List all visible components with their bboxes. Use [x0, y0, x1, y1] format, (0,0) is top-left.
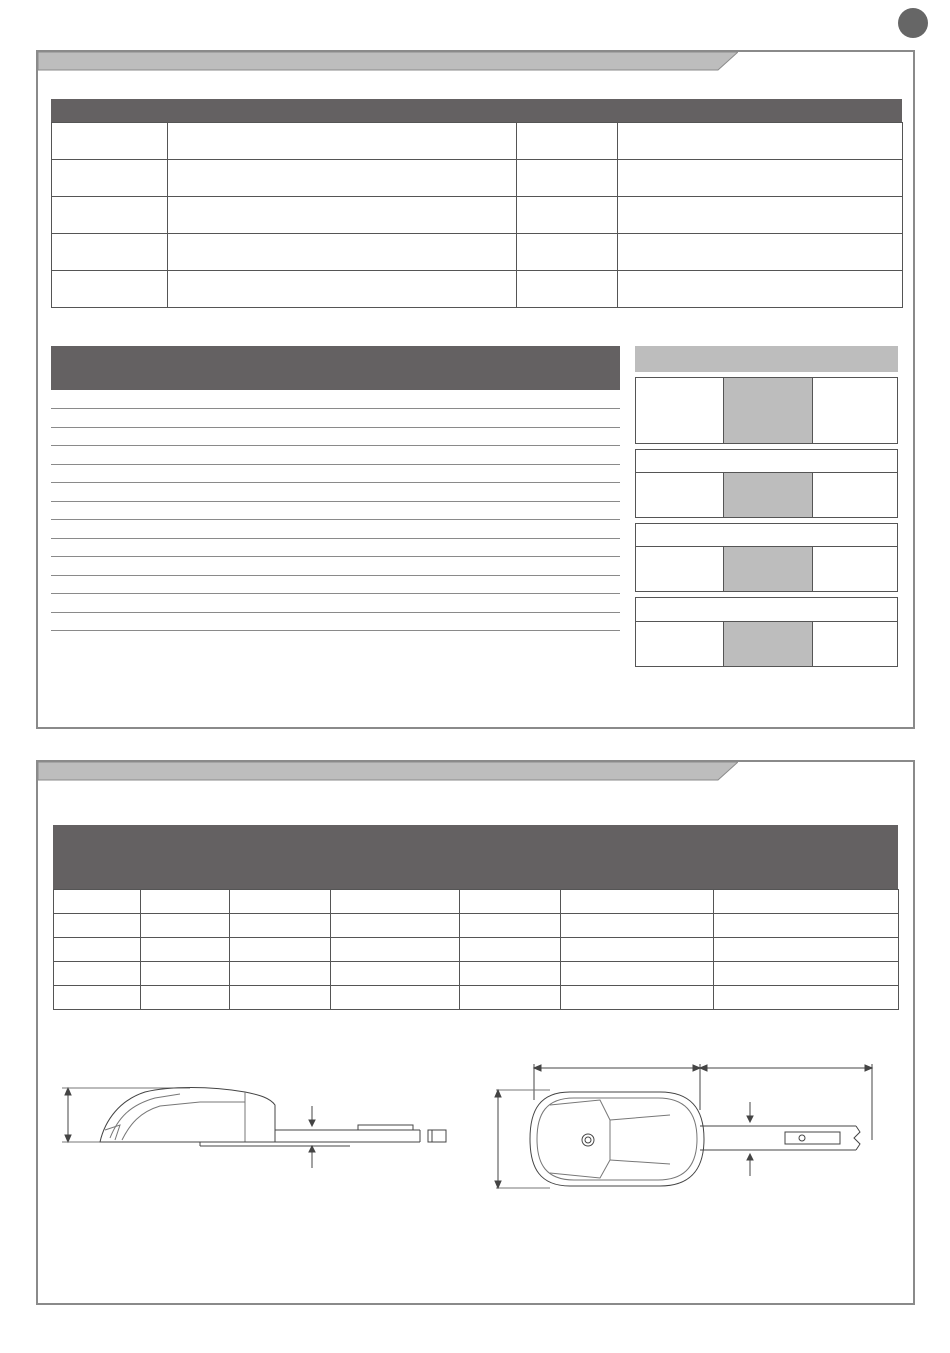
table-cell — [460, 914, 561, 938]
data-list-header — [51, 346, 620, 390]
side-panel-block — [635, 377, 898, 444]
list-item — [51, 556, 620, 557]
table-row — [54, 962, 899, 986]
table-cell — [460, 962, 561, 986]
table-cell — [517, 123, 618, 160]
table-cell — [168, 197, 517, 234]
table-cell — [331, 986, 460, 1010]
table-cell — [141, 938, 230, 962]
table-row — [54, 938, 899, 962]
list-item — [51, 593, 620, 594]
table-cell — [230, 890, 331, 914]
table-cell — [561, 986, 714, 1010]
list-item — [51, 575, 620, 576]
table-cell — [517, 197, 618, 234]
side-panel-cell — [636, 622, 723, 666]
table-cell — [168, 234, 517, 271]
data-list — [51, 390, 620, 635]
table-row — [54, 986, 899, 1010]
side-panel-cell — [812, 622, 898, 666]
list-item — [51, 482, 620, 483]
table-cell — [714, 914, 899, 938]
dim-table — [53, 889, 899, 1010]
table-cell — [52, 271, 168, 308]
table-cell — [331, 890, 460, 914]
list-item — [51, 408, 620, 409]
table-cell — [52, 197, 168, 234]
table-cell — [52, 234, 168, 271]
table-cell — [517, 160, 618, 197]
table-cell — [168, 271, 517, 308]
title-bar-shape — [38, 52, 738, 72]
table-cell — [561, 914, 714, 938]
side-panel-cell-highlight — [723, 547, 813, 591]
table-row — [52, 234, 903, 271]
side-panel-cell — [812, 547, 898, 591]
table-cell — [52, 123, 168, 160]
page-number-badge — [898, 8, 928, 38]
table-cell — [230, 914, 331, 938]
side-panel-cell-highlight — [723, 473, 813, 517]
list-item — [51, 427, 620, 428]
table-cell — [52, 160, 168, 197]
table-cell — [141, 914, 230, 938]
table-cell — [331, 962, 460, 986]
table-cell — [54, 938, 141, 962]
list-item — [51, 538, 620, 539]
table-cell — [714, 962, 899, 986]
motor-top-view-icon — [490, 1060, 880, 1195]
table-cell — [517, 234, 618, 271]
table-cell — [168, 160, 517, 197]
table-cell — [517, 271, 618, 308]
title-bar-shape — [38, 762, 738, 782]
table-cell — [168, 123, 517, 160]
table-row — [54, 890, 899, 914]
motor-side-view-icon — [60, 1080, 450, 1175]
list-item — [51, 612, 620, 613]
table-row — [54, 914, 899, 938]
list-item — [51, 630, 620, 631]
list-item — [51, 519, 620, 520]
table-cell — [561, 890, 714, 914]
dim-table-header — [53, 825, 898, 889]
table-cell — [460, 938, 561, 962]
table-cell — [618, 123, 903, 160]
side-panel-block — [635, 449, 898, 518]
table-cell — [714, 986, 899, 1010]
table-cell — [618, 197, 903, 234]
table-cell — [141, 890, 230, 914]
side-panel-block-title — [636, 524, 897, 547]
table-cell — [54, 914, 141, 938]
table-cell — [230, 938, 331, 962]
table-cell — [561, 938, 714, 962]
side-panel-cell — [812, 378, 898, 443]
table-cell — [618, 160, 903, 197]
side-panel-cell — [636, 547, 723, 591]
table-row — [52, 197, 903, 234]
side-panel-block — [635, 597, 898, 667]
table-cell — [54, 890, 141, 914]
table-cell — [54, 962, 141, 986]
side-panel-cell — [636, 378, 723, 443]
table-cell — [714, 938, 899, 962]
table-cell — [618, 271, 903, 308]
side-panel-block-title — [636, 450, 897, 473]
table-cell — [331, 938, 460, 962]
table-cell — [54, 986, 141, 1010]
table-row — [52, 123, 903, 160]
side-panel-header — [635, 346, 898, 372]
section-dimensions-title-bar — [38, 762, 738, 782]
table-row — [52, 160, 903, 197]
side-panel-cell-highlight — [723, 378, 813, 443]
table-cell — [460, 890, 561, 914]
side-panel-cell — [636, 473, 723, 517]
list-item — [51, 445, 620, 446]
side-panel-cell — [812, 473, 898, 517]
table-cell — [460, 986, 561, 1010]
spec-table — [51, 122, 903, 308]
section-technical-data-title-bar — [38, 52, 738, 72]
side-panel-block — [635, 523, 898, 592]
spec-table-header — [51, 99, 902, 122]
side-panel-cell-highlight — [723, 622, 813, 666]
table-cell — [331, 914, 460, 938]
table-cell — [714, 890, 899, 914]
side-panel-block-title — [636, 598, 897, 622]
table-cell — [618, 234, 903, 271]
list-item — [51, 501, 620, 502]
list-item — [51, 464, 620, 465]
table-cell — [141, 986, 230, 1010]
table-cell — [230, 986, 331, 1010]
table-cell — [230, 962, 331, 986]
table-cell — [561, 962, 714, 986]
table-cell — [141, 962, 230, 986]
table-row — [52, 271, 903, 308]
